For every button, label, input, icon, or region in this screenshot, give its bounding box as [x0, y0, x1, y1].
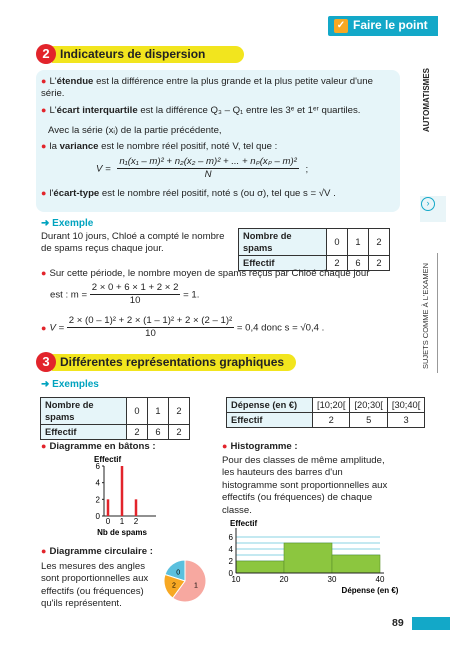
faire-le-point-label: Faire le point: [353, 18, 428, 33]
pie-chart: [162, 558, 208, 604]
ecart-interquartile-definition: ● L'écart interquartile est la différence Q₃ – Q₁ entre les 3ᵉ et 1ᵉʳ quartiles.: [41, 105, 361, 116]
batons-title: ● Diagramme en bâtons :: [41, 441, 156, 452]
exemple-label: ➜ Exemple: [41, 218, 94, 229]
pie-label: 2: [172, 582, 176, 590]
histo-xlabel: Dépense (en €): [341, 586, 399, 595]
batons-ytick: 4: [95, 478, 100, 488]
histo-ytick: 4: [228, 545, 233, 554]
batons-xlabel: Nb de spams: [97, 528, 147, 537]
pie-label: 0: [176, 569, 181, 577]
variance-formula: V = $\frac{\text{n₁(x₁ – m)² + n₂(x₂ – m)² + ... + nₚ(xₚ – m)²}}{N}$ ;: [96, 156, 309, 181]
spams-table-2: Nombre de spams 0 1 2 Effectif 2 6 2: [40, 397, 190, 440]
histo-xtick: 30: [327, 575, 337, 584]
histo-ytick: 0: [228, 569, 233, 578]
etendue-definition: ● L'étendue est la différence entre la plus grande et la plus petite valeur d'une série.: [41, 76, 373, 100]
bullet-icon: ●: [41, 188, 47, 198]
histo-bar: [332, 555, 380, 573]
section-2-header: [36, 44, 246, 66]
section-3-number: 3: [36, 352, 56, 372]
section-2-title: Indicateurs de dispersion: [52, 46, 244, 63]
batons-ytick: 2: [95, 495, 100, 505]
page-number-bar: [412, 617, 450, 630]
avec-serie-line: Avec la série (xᵢ) de la partie précédente,: [48, 125, 222, 136]
batons-chart: [80, 452, 170, 544]
bullet-icon: ●: [41, 441, 47, 451]
histo-bar: [236, 561, 284, 573]
side-divider: [437, 253, 438, 373]
section-3-title: Différentes représentations graphiques: [52, 354, 296, 371]
section-3-header: [36, 352, 298, 374]
sujets-label: SUJETS COMME À L'EXAMEN: [421, 262, 430, 370]
circulaire-title: ● Diagramme circulaire :: [41, 546, 153, 557]
histo-text: Pour des classes de même amplitude, les hauteurs des barres d'un histogramme sont proportionnelles aux effectifs (ou fréquences) de chaque classe.: [222, 455, 388, 516]
histo-xtick: 10: [231, 575, 241, 584]
depense-table: Dépense (en €) [10;20[ [20;30[ [30;40[ Effectif 2 5 3: [226, 397, 425, 428]
variance-example-formula: ● V = $\frac{\text{2 × (0 – 1)² + 2 × (1 – 1)² + 2 × (2 – 1)²}}{10}$ = 0,4 donc s = √0,4 .: [41, 315, 325, 340]
histogram-chart: [222, 519, 402, 597]
bullet-icon: ●: [41, 141, 47, 151]
moyenne-formula: est : m = $\frac{2 \times 0 + 6 \times 1 + 2 \times 2}{10}$ = 1.: [50, 282, 200, 307]
histo-xtick: 20: [279, 575, 289, 584]
moyen-line: ● Sur cette période, le nombre moyen de spams reçus par Chloé chaque jour: [41, 268, 370, 279]
histo-ylabel: Effectif: [230, 519, 258, 528]
section-2-number: 2: [36, 44, 56, 64]
batons-xtick: 1: [119, 517, 125, 526]
bullet-icon: ●: [41, 322, 47, 333]
batons-xtick: 0: [105, 517, 111, 526]
bullet-icon: ●: [41, 546, 47, 556]
exemples-label: ➜ Exemples: [41, 379, 99, 390]
arrow-circle-icon: ›: [421, 197, 435, 211]
spams-table: Nombre de spams 0 1 2 Effectif 2 6 2: [238, 228, 390, 271]
batons-xtick: 2: [133, 517, 139, 526]
histo-xtick: 40: [375, 575, 385, 584]
bullet-icon: ●: [222, 441, 228, 451]
check-icon: ✓: [334, 19, 348, 33]
batons-ylabel: Effectif: [94, 455, 122, 464]
bullet-icon: ●: [41, 268, 47, 278]
histo-bar: [284, 543, 332, 573]
bullet-icon: ●: [41, 105, 47, 115]
histo-ytick: 2: [228, 557, 233, 566]
pie-label: 1: [194, 582, 198, 590]
histo-title: ● Histogramme :: [222, 441, 298, 452]
ecart-type-definition: ● l'écart-type est le nombre réel positif, noté s (ou σ), tel que s = √V .: [41, 188, 336, 199]
variance-definition: ● la variance est le nombre réel positif, noté V, tel que :: [41, 141, 278, 152]
faire-le-point-tab: [328, 16, 438, 36]
page-number: 89: [392, 617, 404, 629]
batons-ytick: 0: [95, 512, 100, 521]
batons-ytick: 6: [95, 462, 100, 471]
exemple-text: Durant 10 jours, Chloé a compté le nombre de spams reçus chaque jour.: [41, 231, 225, 255]
circulaire-text: Les mesures des angles sont proportionnelles aux effectifs (ou fréquences) qu'ils représentent.: [41, 561, 149, 610]
bullet-icon: ●: [41, 76, 47, 86]
automatismes-label: AUTOMATISMES: [422, 68, 431, 133]
histo-ytick: 6: [228, 533, 233, 542]
